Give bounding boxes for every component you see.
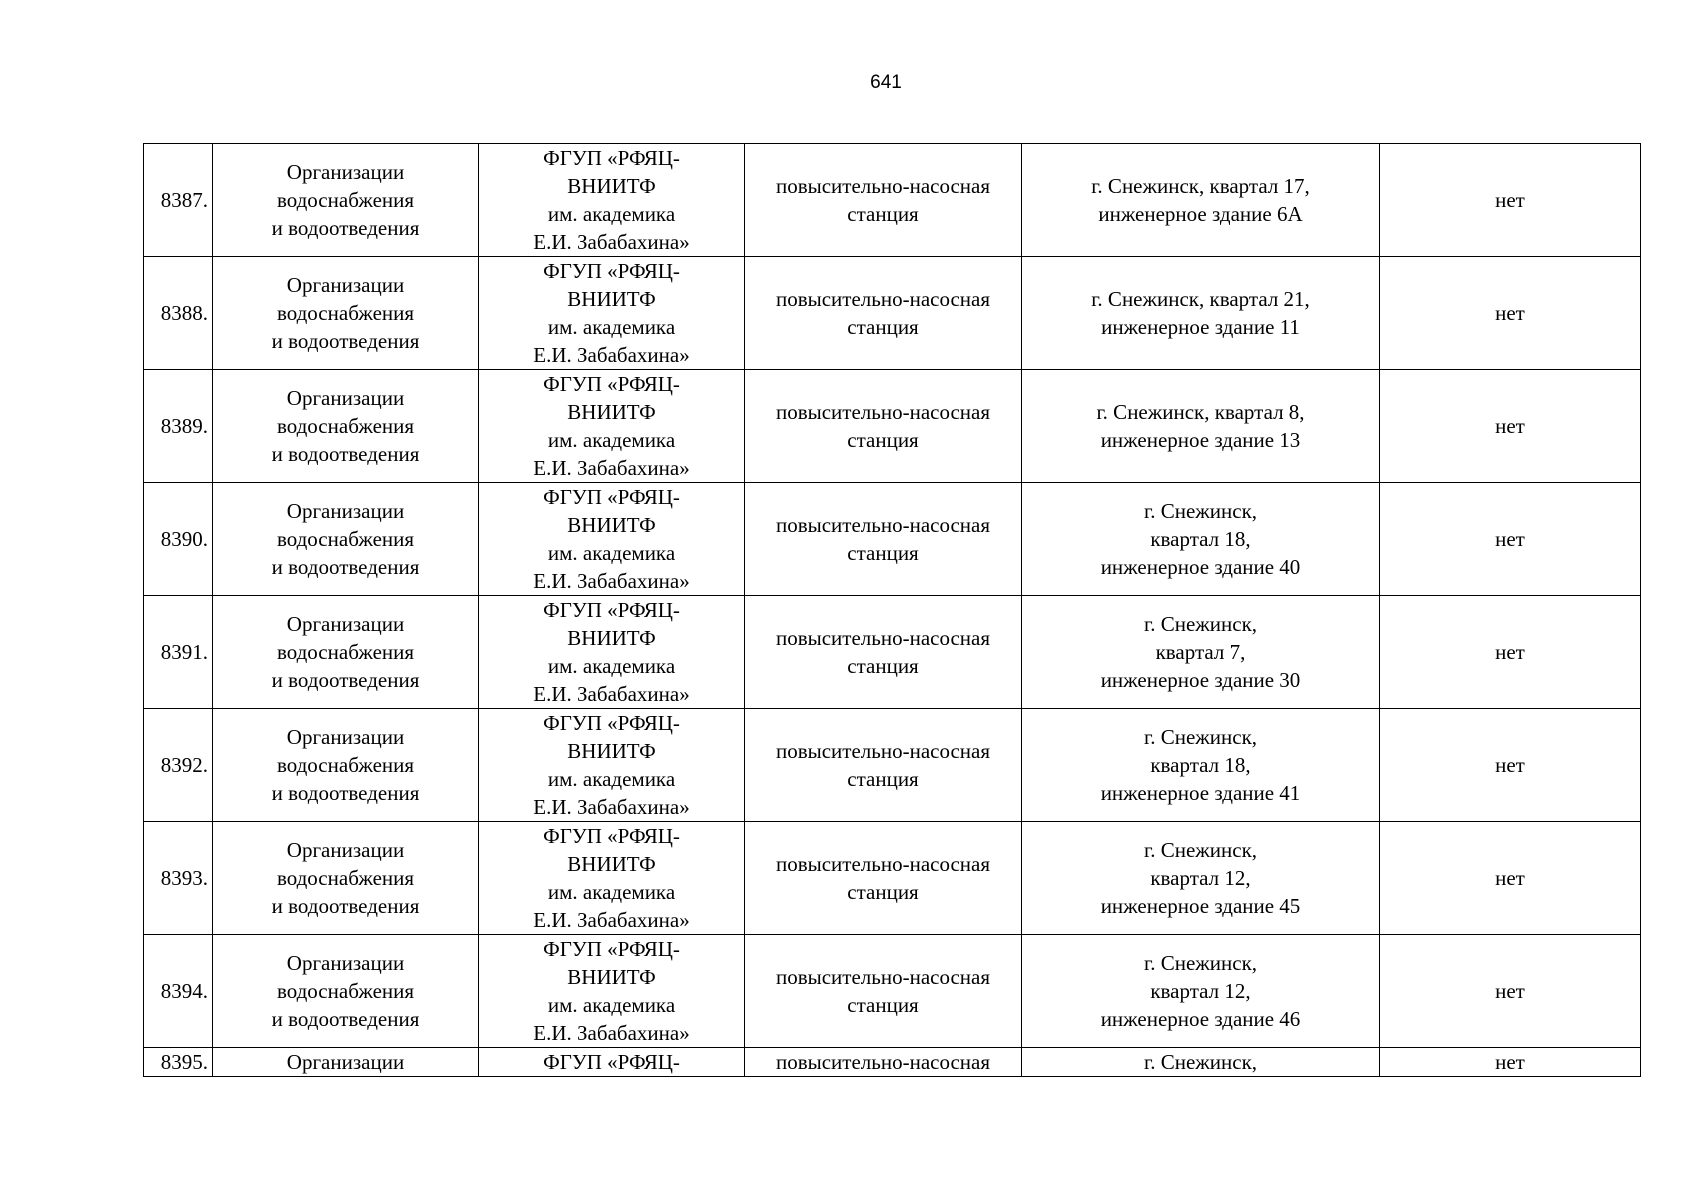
cell-category-line: Организации <box>286 386 405 410</box>
cell-organization-line: ВНИИТФ <box>567 174 656 198</box>
cell-organization-line: Е.И. Забабахина» <box>533 1021 690 1045</box>
cell-object-line: повысительно-насосная <box>775 287 991 311</box>
cell-address-line: квартал 12, <box>1150 866 1251 890</box>
cell-number: 8392. <box>144 709 213 822</box>
cell-object <box>745 709 1022 822</box>
cell-status: нет <box>1380 822 1641 935</box>
cell-category <box>213 257 479 370</box>
cell-address-line: инженерное здание 45 <box>1100 894 1301 918</box>
cell-address-line: инженерное здание 11 <box>1101 315 1300 339</box>
cell-object <box>745 370 1022 483</box>
cell-organization-line: им. академика <box>547 767 676 791</box>
cell-organization-line: ФГУП «РФЯЦ- <box>543 937 680 961</box>
cell-category <box>213 144 479 257</box>
cell-object <box>745 483 1022 596</box>
cell-status: нет <box>1380 596 1641 709</box>
cell-organization-line: ВНИИТФ <box>567 965 656 989</box>
cell-status: нет <box>1380 1048 1641 1077</box>
cell-address-line: г. Снежинск, <box>1143 725 1258 749</box>
cell-category-line: Организации <box>286 725 405 749</box>
cell-address <box>1022 596 1380 709</box>
cell-address-line: г. Снежинск, <box>1143 499 1258 523</box>
cell-organization <box>479 257 745 370</box>
cell-address-line: инженерное здание 13 <box>1100 428 1301 452</box>
cell-organization <box>479 822 745 935</box>
cell-object-line: станция <box>847 202 919 226</box>
cell-organization-line: им. академика <box>547 315 676 339</box>
cell-status: нет <box>1380 257 1641 370</box>
table-row <box>144 144 1641 257</box>
cell-address <box>1022 822 1380 935</box>
cell-category-line: и водоотведения <box>271 555 420 579</box>
cell-organization-line: ФГУП «РФЯЦ- <box>543 598 680 622</box>
cell-organization <box>479 144 745 257</box>
cell-organization-line: им. академика <box>547 654 676 678</box>
cell-address-line: инженерное здание 40 <box>1100 555 1301 579</box>
cell-object <box>745 935 1022 1048</box>
cell-address-line: инженерное здание 6А <box>1098 202 1303 226</box>
cell-organization-line: ФГУП «РФЯЦ- <box>543 372 680 396</box>
cell-organization-line: им. академика <box>547 880 676 904</box>
cell-category <box>213 709 479 822</box>
cell-object <box>745 257 1022 370</box>
cell-category <box>213 483 479 596</box>
cell-status: нет <box>1380 935 1641 1048</box>
cell-address <box>1022 1048 1380 1077</box>
cell-status: нет <box>1380 483 1641 596</box>
cell-category <box>213 822 479 935</box>
cell-organization-line: ФГУП «РФЯЦ- <box>543 1050 680 1074</box>
table-row <box>144 370 1641 483</box>
cell-category-line: водоснабжения <box>276 979 415 1003</box>
cell-address-line: г. Снежинск, квартал 8, <box>1096 400 1305 424</box>
cell-category-line: Организации <box>286 1050 405 1074</box>
cell-address-line: квартал 18, <box>1150 753 1251 777</box>
registry-table <box>143 143 1641 1077</box>
cell-number: 8390. <box>144 483 213 596</box>
cell-category-line: водоснабжения <box>276 866 415 890</box>
cell-address-line: г. Снежинск, квартал 21, <box>1091 287 1310 311</box>
cell-number: 8394. <box>144 935 213 1048</box>
cell-organization-line: ВНИИТФ <box>567 739 656 763</box>
cell-organization-line: Е.И. Забабахина» <box>533 908 690 932</box>
cell-object-line: станция <box>847 541 919 565</box>
cell-address-line: г. Снежинск, <box>1143 838 1258 862</box>
cell-object-line: повысительно-насосная <box>775 174 991 198</box>
cell-organization-line: ВНИИТФ <box>567 626 656 650</box>
cell-category-line: и водоотведения <box>271 1007 420 1031</box>
cell-address <box>1022 144 1380 257</box>
cell-category-line: водоснабжения <box>276 414 415 438</box>
cell-object <box>745 1048 1022 1077</box>
cell-organization-line: Е.И. Забабахина» <box>533 230 690 254</box>
cell-category-line: Организации <box>286 951 405 975</box>
table-row <box>144 257 1641 370</box>
cell-address <box>1022 257 1380 370</box>
cell-object-line: повысительно-насосная <box>775 400 991 424</box>
cell-category-line: и водоотведения <box>271 442 420 466</box>
registry-table-container <box>143 143 1640 1077</box>
table-row <box>144 709 1641 822</box>
cell-number: 8395. <box>144 1048 213 1077</box>
cell-object <box>745 596 1022 709</box>
cell-status: нет <box>1380 144 1641 257</box>
cell-number: 8393. <box>144 822 213 935</box>
cell-object-line: повысительно-насосная <box>775 965 991 989</box>
table-row <box>144 1048 1641 1077</box>
table-row <box>144 483 1641 596</box>
cell-number: 8391. <box>144 596 213 709</box>
cell-object-line: станция <box>847 767 919 791</box>
cell-object <box>745 144 1022 257</box>
cell-organization-line: ВНИИТФ <box>567 852 656 876</box>
cell-category-line: и водоотведения <box>271 668 420 692</box>
cell-number: 8388. <box>144 257 213 370</box>
cell-organization <box>479 1048 745 1077</box>
cell-category-line: водоснабжения <box>276 753 415 777</box>
cell-category <box>213 596 479 709</box>
cell-address <box>1022 483 1380 596</box>
cell-address-line: квартал 7, <box>1155 640 1246 664</box>
cell-number: 8389. <box>144 370 213 483</box>
cell-organization-line: Е.И. Забабахина» <box>533 343 690 367</box>
cell-category-line: Организации <box>286 612 405 636</box>
table-row <box>144 596 1641 709</box>
cell-category-line: Организации <box>286 499 405 523</box>
cell-status: нет <box>1380 370 1641 483</box>
cell-address-line: г. Снежинск, <box>1143 951 1258 975</box>
cell-organization-line: ФГУП «РФЯЦ- <box>543 824 680 848</box>
table-row <box>144 822 1641 935</box>
cell-object-line: станция <box>847 428 919 452</box>
cell-organization-line: Е.И. Забабахина» <box>533 456 690 480</box>
cell-category-line: и водоотведения <box>271 216 420 240</box>
cell-organization-line: им. академика <box>547 993 676 1017</box>
cell-category <box>213 935 479 1048</box>
cell-organization-line: ФГУП «РФЯЦ- <box>543 711 680 735</box>
table-row <box>144 935 1641 1048</box>
cell-organization <box>479 370 745 483</box>
cell-organization-line: ФГУП «РФЯЦ- <box>543 259 680 283</box>
cell-category-line: и водоотведения <box>271 329 420 353</box>
cell-category-line: водоснабжения <box>276 188 415 212</box>
cell-address-line: инженерное здание 41 <box>1100 781 1301 805</box>
cell-organization <box>479 596 745 709</box>
cell-category-line: водоснабжения <box>276 527 415 551</box>
cell-object-line: повысительно-насосная <box>775 626 991 650</box>
cell-object-line: повысительно-насосная <box>775 1050 991 1074</box>
cell-organization-line: им. академика <box>547 428 676 452</box>
cell-organization <box>479 935 745 1048</box>
cell-organization-line: им. академика <box>547 541 676 565</box>
cell-category-line: Организации <box>286 273 405 297</box>
cell-organization <box>479 709 745 822</box>
cell-object <box>745 822 1022 935</box>
cell-object-line: станция <box>847 880 919 904</box>
cell-organization-line: Е.И. Забабахина» <box>533 795 690 819</box>
cell-organization-line: ФГУП «РФЯЦ- <box>543 485 680 509</box>
cell-organization-line: Е.И. Забабахина» <box>533 682 690 706</box>
cell-address-line: инженерное здание 30 <box>1100 668 1301 692</box>
cell-number: 8387. <box>144 144 213 257</box>
cell-category-line: Организации <box>286 160 405 184</box>
cell-address-line: инженерное здание 46 <box>1100 1007 1301 1031</box>
cell-address-line: г. Снежинск, <box>1143 1050 1258 1074</box>
cell-address-line: г. Снежинск, <box>1143 612 1258 636</box>
cell-category <box>213 370 479 483</box>
page-number: 641 <box>870 72 902 93</box>
cell-address <box>1022 709 1380 822</box>
cell-object-line: станция <box>847 654 919 678</box>
cell-object-line: повысительно-насосная <box>775 852 991 876</box>
cell-organization-line: ФГУП «РФЯЦ- <box>543 146 680 170</box>
cell-object-line: повысительно-насосная <box>775 739 991 763</box>
cell-address-line: квартал 18, <box>1150 527 1251 551</box>
cell-organization-line: ВНИИТФ <box>567 400 656 424</box>
registry-table-body <box>144 144 1641 1077</box>
cell-object-line: станция <box>847 315 919 339</box>
cell-address-line: квартал 12, <box>1150 979 1251 1003</box>
cell-category-line: Организации <box>286 838 405 862</box>
cell-organization-line: ВНИИТФ <box>567 287 656 311</box>
cell-status: нет <box>1380 709 1641 822</box>
cell-address <box>1022 935 1380 1048</box>
cell-object-line: станция <box>847 993 919 1017</box>
cell-object-line: повысительно-насосная <box>775 513 991 537</box>
cell-organization <box>479 483 745 596</box>
cell-address-line: г. Снежинск, квартал 17, <box>1091 174 1310 198</box>
cell-category-line: и водоотведения <box>271 781 420 805</box>
cell-organization-line: им. академика <box>547 202 676 226</box>
cell-address <box>1022 370 1380 483</box>
cell-category <box>213 1048 479 1077</box>
cell-category-line: водоснабжения <box>276 640 415 664</box>
cell-category-line: водоснабжения <box>276 301 415 325</box>
cell-organization-line: Е.И. Забабахина» <box>533 569 690 593</box>
cell-organization-line: ВНИИТФ <box>567 513 656 537</box>
cell-category-line: и водоотведения <box>271 894 420 918</box>
